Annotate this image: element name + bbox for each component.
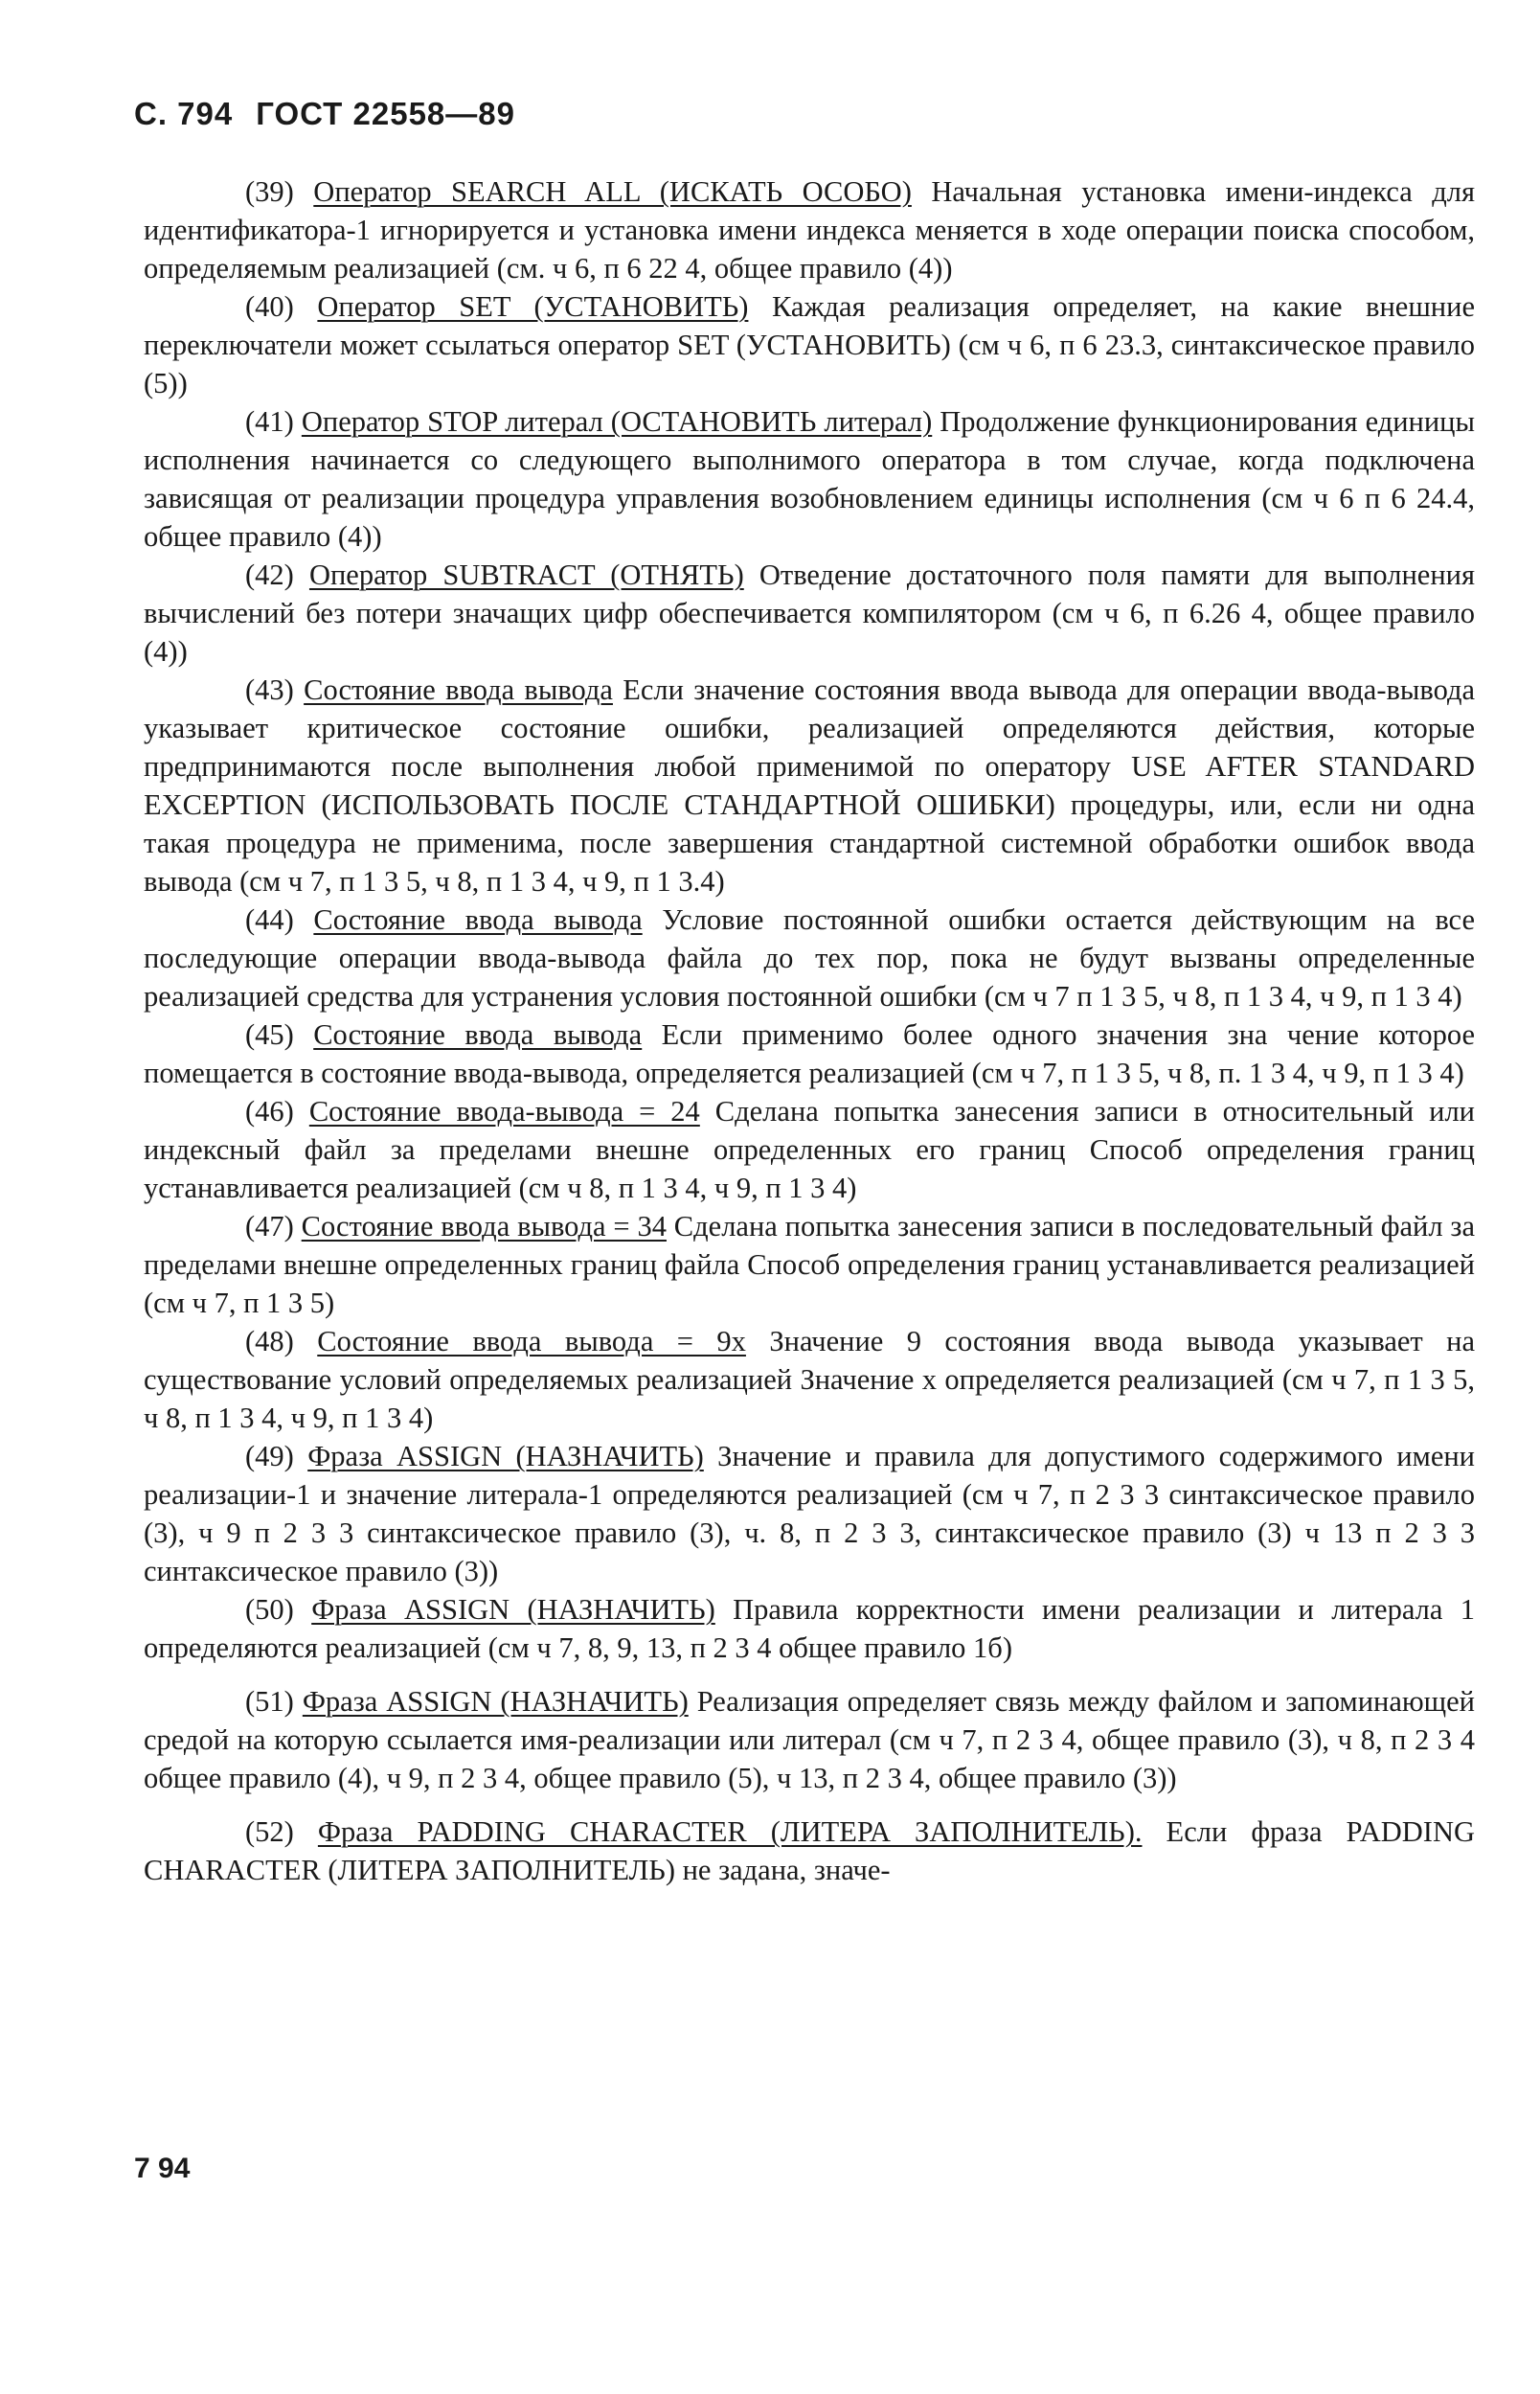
paragraph-title: Фраза PADDING CHARACTER (ЛИТЕРА ЗАПОЛНИТЕЛЬ). — [317, 1815, 1143, 1848]
paragraph-52 — [144, 1813, 1475, 1889]
paragraph-40 — [144, 287, 1475, 402]
paragraph-text: Реализация определяет связь между файлом и запоминающей средой на которую ссылается имя-реализации или литерал (см ч 7, п 2 3 4, общее правило (3), ч 8, п 2 3 4 общее правило (4), ч 9, п 2 3 4, общее правило (5), ч 13, п 2 3 4, общее правило (3)) — [144, 1685, 1476, 1794]
paragraph-text: Если фраза PADDING CHARACTER (ЛИТЕРА ЗАПОЛНИТЕЛЬ) не задана, значе- — [144, 1815, 1476, 1886]
paragraph-text: Значение 9 состояния ввода вывода указывает на существование условий определяемых реализацией Значение х определяется реализацией (см ч 7, п 1 3 5, ч 8, п 1 3 4, ч 9, п 1 3 4) — [144, 1325, 1476, 1434]
page-label: С. 794 — [134, 96, 234, 131]
paragraph-49 — [144, 1437, 1475, 1590]
paragraph-46 — [144, 1092, 1475, 1207]
page-header — [134, 96, 515, 132]
paragraph-51 — [144, 1682, 1475, 1797]
paragraph-number: (42) — [245, 559, 294, 591]
paragraph-title: Фраза ASSIGN (НАЗНАЧИТЬ) — [307, 1440, 704, 1472]
paragraph-title: Оператор SET (УСТАНОВИТЬ) — [317, 290, 749, 323]
paragraph-48 — [144, 1322, 1475, 1437]
paragraph-number: (43) — [245, 673, 294, 706]
paragraph-text: Сделана попытка занесения записи в относительный или индексный файл за пределами внешне определенных его границ Способ определения границ устанавливается реализацией (см ч 8, п 1 3 4, ч 9, п 1 3 4) — [144, 1095, 1476, 1204]
paragraph-42 — [144, 556, 1475, 671]
paragraph-50 — [144, 1590, 1475, 1667]
paragraph-number: (49) — [245, 1440, 294, 1472]
paragraph-44 — [144, 901, 1475, 1015]
paragraph-number: (47) — [245, 1210, 294, 1243]
paragraph-39 — [144, 172, 1475, 287]
paragraph-text: Каждая реализация определяет, на какие внешние переключатели может ссылаться оператор SET (УСТАНОВИТЬ) (см ч 6, п 6 23.3, синтаксическое правило (5)) — [144, 290, 1475, 399]
paragraph-title: Состояние ввода вывода — [304, 673, 613, 706]
paragraph-41 — [144, 402, 1475, 556]
document-title: ГОСТ 22558—89 — [256, 96, 515, 131]
paragraph-title: Состояние ввода вывода — [313, 903, 643, 936]
paragraph-47 — [144, 1207, 1475, 1322]
paragraph-number: (50) — [245, 1593, 294, 1626]
paragraph-number: (39) — [245, 175, 294, 208]
paragraph-text: Продолжение функционирования единицы исполнения начинается со следующего выполнимого оператора в том случае, когда подключена зависящая от реализации процедура управления возобновлением единицы исполнения (см ч 6 п 6 24.4, общее правило (4)) — [144, 405, 1475, 553]
paragraph-number: (51) — [245, 1685, 294, 1718]
paragraph-title: Фраза ASSIGN (НАЗНАЧИТЬ) — [311, 1593, 715, 1626]
paragraph-title: Состояние ввода вывода = 9х — [317, 1325, 746, 1357]
paragraph-number: (40) — [245, 290, 294, 323]
body-text — [144, 172, 1475, 1889]
paragraph-text: Правила корректности имени реализации и литерала 1 определяются реализацией (см ч 7, 8, 9, 13, п 2 3 4 общее правило 1б) — [144, 1593, 1476, 1664]
paragraph-text: Начальная установка имени-индекса для идентификатора-1 игнорируется и установка имени индекса меняется в ходе операции поиска способом, определяемым реализацией (см. ч 6, п 6 22 4, общее правило (4)) — [144, 175, 1476, 285]
paragraph-number: (52) — [245, 1815, 294, 1848]
paragraph-title: Оператор STOP литерал (ОСТАНОВИТЬ литерал) — [301, 405, 933, 438]
paragraph-text: Отведение достаточного поля памяти для выполнения вычислений без потери значащих цифр обеспечивается компилятором (см ч 6, п 6.26 4, общее правило (4)) — [144, 559, 1476, 668]
paragraph-text: Значение и правила для допустимого содержимого имени реализации-1 и значение литерала-1 определяются реализацией (см ч 7, п 2 3 3 синтаксическое правило (3), ч 9 п 2 3 3 синтаксическое правило (3), ч. 8, п 2 3 3, синтаксическое правило (3) ч 13 п 2 3 3 синтаксическое правило (3)) — [144, 1440, 1476, 1587]
paragraph-45 — [144, 1015, 1475, 1092]
paragraph-title: Состояние ввода-вывода = 24 — [308, 1095, 700, 1128]
paragraph-title: Оператор SEARCH ALL (ИСКАТЬ ОСОБО) — [313, 175, 912, 208]
paragraph-title: Состояние ввода вывода = 34 — [301, 1210, 667, 1243]
paragraph-number: (46) — [245, 1095, 294, 1128]
paragraph-text: Если значение состояния ввода вывода для операции ввода-вывода указывает критическое состояние ошибки, реализацией определяются действия, которые предпринимаются после выполнения любой применимой по оператору USE AFTER STANDARD EXCEPTION (ИСПОЛЬЗОВАТЬ ПОСЛЕ СТАНДАРТНОЙ ОШИБКИ) процедуры, или, если ни одна такая процедура не применима, после завершения стандартной системной обработки ошибок ввода вывода (см ч 7, п 1 3 5, ч 8, п 1 3 4, ч 9, п 1 3.4) — [144, 673, 1475, 898]
page-number: 7 94 — [134, 2153, 191, 2184]
paragraph-text: Сделана попытка занесения записи в последовательный файл за пределами внешне определенных границ файла Способ определения границ устанавливается реализацией (см ч 7, п 1 3 5) — [144, 1210, 1476, 1319]
paragraph-title: Оператор SUBTRACT (ОТНЯТЬ) — [308, 559, 744, 591]
paragraph-number: (45) — [245, 1018, 294, 1051]
paragraph-number: (41) — [245, 405, 294, 438]
paragraph-text: Если применимо более одного значения зна чение которое помещается в состояние ввода-вывода, определяется реализацией (см ч 7, п 1 3 5, ч 8, п. 1 3 4, ч 9, п 1 3 4) — [144, 1018, 1476, 1089]
paragraph-title: Состояние ввода вывода — [313, 1018, 643, 1051]
paragraph-title: Фраза ASSIGN (НАЗНАЧИТЬ) — [302, 1685, 689, 1718]
paragraph-text: Условие постоянной ошибки остается действующим на все последующие операции ввода-вывода файла до тех пор, пока не будут вызваны определенные реализацией средства для устранения условия постоянной ошибки (см ч 7 п 1 3 5, ч 8, п 1 3 4, ч 9, п 1 3 4) — [144, 903, 1476, 1013]
paragraph-number: (44) — [245, 903, 294, 936]
paragraph-number: (48) — [245, 1325, 294, 1357]
paragraph-43 — [144, 671, 1475, 901]
